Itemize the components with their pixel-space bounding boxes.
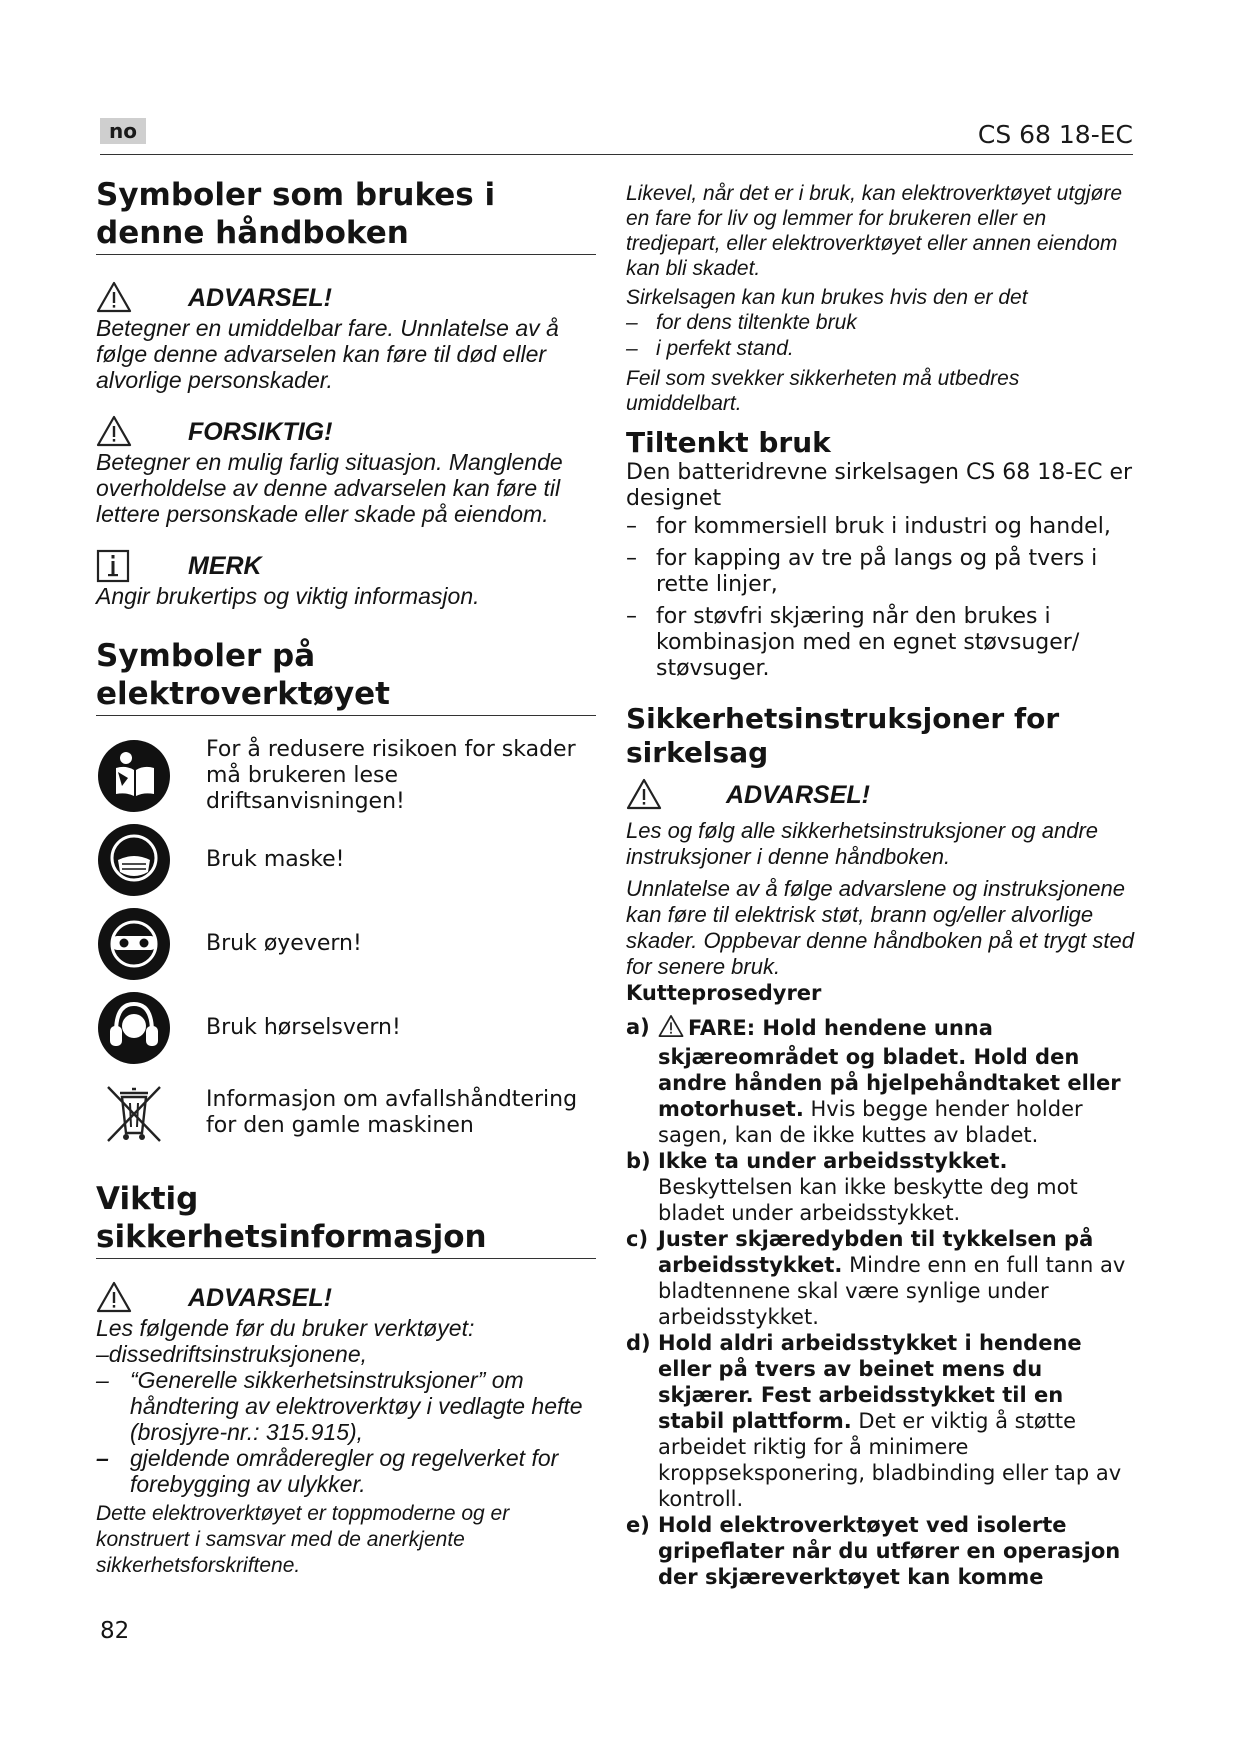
warning-block-header bbox=[96, 281, 596, 315]
intended-use-title: Tiltenkt bruk bbox=[626, 426, 831, 459]
model-name: CS 68 18-EC bbox=[977, 120, 1133, 149]
procedure-item: e) Hold elektroverktøyet ved isolerte gripeflater når du utfører en operasjon der skjæreverktøyet kan komme bbox=[626, 1513, 1121, 1589]
tool-symbol-text: Bruk hørselsvern! bbox=[206, 1015, 401, 1040]
tool-symbol-row bbox=[96, 902, 596, 986]
info-icon bbox=[96, 549, 136, 583]
caution-block-header bbox=[96, 415, 596, 449]
intended-use-item: – for støvfri skjæring når den brukes i kombinasjon med en egnet støvsuger/ støvsuger. bbox=[626, 604, 1080, 681]
condition-intro: Sirkelsagen kan kun brukes hvis den er det bbox=[626, 286, 1028, 309]
circ-warning-text: Unnlatelse av å følge advarslene og instruksjonene kan føre til elektrisk støt, brann og/eller alvorlige skader. Oppbevar denne håndboken på et trygt sted for senere bruk. bbox=[626, 876, 1134, 979]
circular-saw-safety-title: Sikkerhetsinstruksjoner for sirkelsag bbox=[626, 702, 1060, 769]
procedure-item: a) FARE: Hold hendene unna skjæreområdet og bladet. Hold den andre hånden på hjelpehåndtaket eller motorhuset. Hvis begge hender holder sagen, kan de ikke kuttes av bladet. bbox=[626, 1015, 1121, 1147]
fault-text: Feil som svekker sikkerheten må utbedres umiddelbart. bbox=[626, 367, 1020, 415]
circ-warning-header bbox=[626, 778, 1134, 812]
dust-mask-icon bbox=[96, 822, 172, 898]
warning-triangle-icon bbox=[96, 281, 136, 315]
tool-symbol-row bbox=[96, 734, 596, 818]
procedure-item: b) Ikke ta under arbeidsstykket. Beskyttelsen kan ikke beskytte deg mot bladet under arbeidsstykket. bbox=[626, 1149, 1078, 1225]
header-rule bbox=[100, 154, 1133, 155]
safety-list-item: –dissedriftsinstruksjonene, bbox=[96, 1341, 368, 1367]
safety-warning-label: ADVARSEL! bbox=[188, 1283, 332, 1312]
intended-use-item: – for kommersiell bruk i industri og handel, bbox=[626, 514, 1111, 539]
warning-triangle-icon bbox=[96, 1281, 136, 1315]
procedure-item: c) Juster skjæredybden til tykkelsen på arbeidsstykket. Mindre enn en full tann av bladtennene skal være synlige under arbeidsstykket. bbox=[626, 1227, 1126, 1329]
section-title: Symboler på elektroverktøyet bbox=[96, 638, 391, 712]
condition-item: – for dens tiltenkte bruk bbox=[626, 311, 857, 334]
section-title: Viktig sikkerhetsinformasjon bbox=[96, 1181, 487, 1255]
intended-use-intro: Den batteridrevne sirkelsagen CS 68 18-EC er designet bbox=[626, 460, 1133, 511]
note-block-header bbox=[96, 549, 596, 583]
safety-warning-intro: Les følgende før du bruker verktøyet: bbox=[96, 1315, 475, 1341]
tool-symbol-text: Bruk maske! bbox=[206, 847, 345, 872]
tool-symbol-text: For å redusere risikoen for skader må brukeren lese driftsanvisningen! bbox=[206, 737, 576, 814]
tool-symbols-heading bbox=[96, 637, 596, 716]
safety-warning-header bbox=[96, 1281, 596, 1315]
circ-warning-label: ADVARSEL! bbox=[726, 780, 870, 809]
language-badge: no bbox=[100, 118, 146, 144]
circ-warning-text: Les og følg alle sikkerhetsinstruksjoner og andre instruksjoner i denne håndboken. bbox=[626, 818, 1099, 869]
tool-symbol-row bbox=[96, 1074, 596, 1152]
warning-triangle-icon bbox=[626, 778, 666, 812]
safety-info-heading bbox=[96, 1180, 596, 1259]
left-column bbox=[96, 176, 596, 1579]
cutting-procedures-title: Kutteprosedyrer bbox=[626, 981, 822, 1005]
caution-text: Betegner en mulig farlig situasjon. Manglende overholdelse av denne advarselen kan føre til lettere personskade eller skade på eiendom. bbox=[96, 449, 563, 527]
tool-symbol-text: Bruk øyevern! bbox=[206, 931, 362, 956]
tool-symbols-list bbox=[96, 734, 596, 1152]
intended-use-item: – for kapping av tre på langs og på tvers i rette linjer, bbox=[626, 546, 1098, 597]
waste-bin-crossed-icon bbox=[96, 1075, 172, 1151]
section-title: Symboler som brukes i denne håndboken bbox=[96, 177, 496, 251]
tool-symbol-row bbox=[96, 986, 596, 1070]
caution-label: FORSIKTIG! bbox=[188, 417, 333, 446]
note-label: MERK bbox=[188, 551, 262, 580]
intro-text: Likevel, når det er i bruk, kan elektroverktøyet utgjøre en fare for liv og lemmer for brukeren eller en tredjepart, eller elektroverktøyet eller annen eiendom kan bli skadet. bbox=[626, 182, 1123, 280]
safety-closing-text: Dette elektroverktøyet er toppmoderne og er konstruert i samsvar med de anerkjente sikkerhetsforskriftene. bbox=[96, 1502, 510, 1577]
eye-protection-icon bbox=[96, 906, 172, 982]
note-text: Angir brukertips og viktig informasjon. bbox=[96, 583, 480, 609]
symbols-manual-heading bbox=[96, 176, 596, 255]
procedure-item: d) Hold aldri arbeidsstykket i hendene eller på tvers av beinet mens du skjærer. Fest arbeidsstykket til en stabil plattform. Det er viktig å støtte arbeidet riktig for å minimere kroppseksponering, bladbinding eller tap av kontroll. bbox=[626, 1331, 1122, 1511]
procedures-list bbox=[626, 1014, 1134, 1590]
page-number: 82 bbox=[100, 1618, 130, 1644]
warning-triangle-icon bbox=[96, 415, 136, 449]
right-column bbox=[626, 181, 1134, 1590]
warning-triangle-icon bbox=[658, 1014, 684, 1044]
tool-symbol-row bbox=[96, 818, 596, 902]
read-manual-icon bbox=[96, 738, 172, 814]
safety-list-item: – gjeldende områderegler og regelverket for forebygging av ulykker. bbox=[96, 1445, 559, 1497]
condition-item: – i perfekt stand. bbox=[626, 337, 794, 360]
tool-symbol-text: Informasjon om avfallshåndtering for den gamle maskinen bbox=[206, 1087, 578, 1138]
safety-list-item: – “Generelle sikkerhetsinstruksjoner” om håndtering av elektroverktøy i vedlagte hefte (brosjyre-nr.: 315.915), bbox=[96, 1367, 583, 1445]
warning-text: Betegner en umiddelbar fare. Unnlatelse av å følge denne advarselen kan føre til død eller alvorlige personskader. bbox=[96, 315, 559, 393]
warning-label: ADVARSEL! bbox=[188, 283, 332, 312]
ear-protection-icon bbox=[96, 990, 172, 1066]
